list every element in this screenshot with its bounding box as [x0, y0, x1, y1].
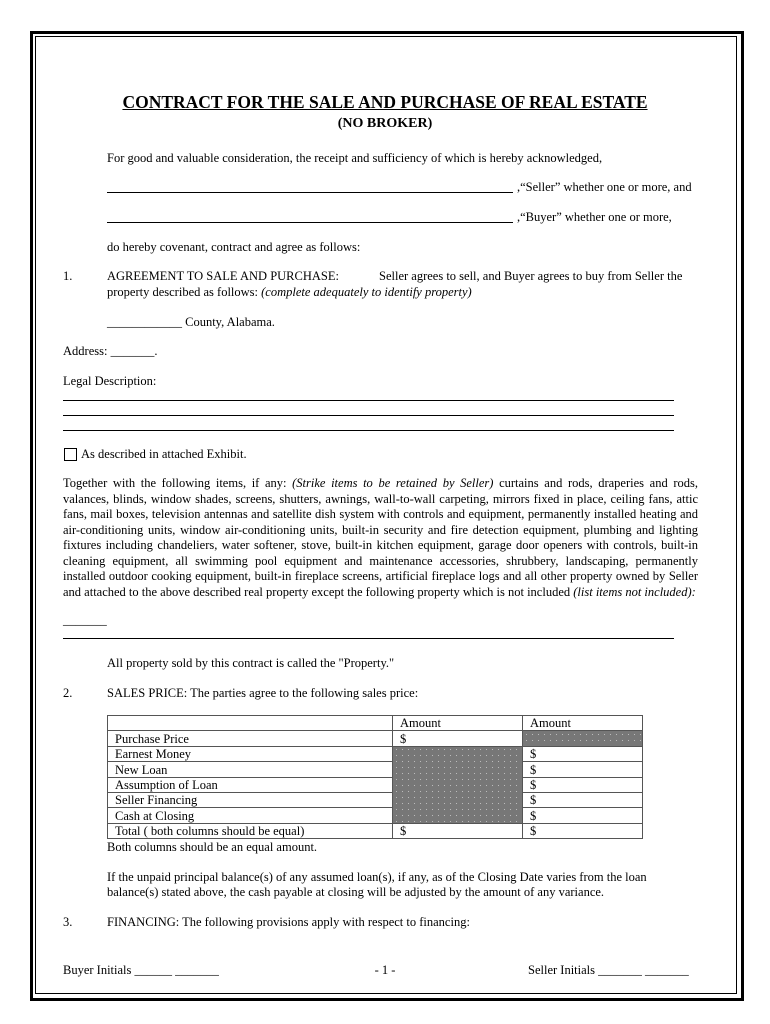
amount-header-1: Amount [393, 716, 523, 731]
document-subtitle: (NO BROKER) [337, 116, 433, 131]
section-2-text: SALES PRICE: The parties agree to the following sales price: [107, 686, 419, 700]
excluded-items-line[interactable] [63, 638, 674, 639]
section-1-heading: AGREEMENT TO SALE AND PURCHASE: [107, 269, 339, 283]
section-1-text2: property described as follows: [107, 285, 262, 299]
sales-price-table [107, 715, 643, 839]
buyer-name-line[interactable] [107, 222, 513, 223]
table-row: New Loan $ [108, 762, 643, 777]
county-field[interactable]: ____________ County, Alabama. [107, 315, 275, 329]
section-3-text: FINANCING: The following provisions apply with respect to financing: [107, 915, 470, 929]
equal-note: Both columns should be an equal amount. [107, 840, 318, 854]
excluded-items-field[interactable]: _______ [63, 613, 107, 627]
cash-at-closing-amount[interactable]: $ [523, 808, 643, 823]
section-1-text: Seller agrees to sell, and Buyer agrees to buy from Seller the [379, 269, 683, 283]
seller-label: ,“Seller” whether one or more, and [517, 180, 692, 194]
legal-description-line-2[interactable] [63, 415, 674, 416]
purchase-price-amount[interactable]: $ [393, 731, 523, 746]
table-row: Purchase Price $ [108, 731, 643, 746]
table-row: Total ( both columns should be equal) $ $ [108, 823, 643, 838]
seller-name-line[interactable] [107, 192, 513, 193]
amount-header-2: Amount [523, 716, 643, 731]
table-row: Seller Financing $ [108, 792, 643, 807]
section-2-number: 2. [63, 686, 73, 700]
buyer-initials[interactable]: Buyer Initials ______ _______ [63, 963, 219, 977]
earnest-money-amount[interactable]: $ [523, 746, 643, 761]
seller-initials[interactable]: Seller Initials _______ _______ [528, 963, 689, 977]
table-row: Cash at Closing $ [108, 808, 643, 823]
exhibit-checkbox[interactable] [64, 448, 77, 461]
assumption-amount[interactable]: $ [523, 777, 643, 792]
section-1-instruction: (complete adequately to identify property) [261, 285, 472, 299]
included-items-paragraph: Together with the following items, if any: (Strike items to be retained by Seller) curtains and rods, draperies and rods, valances, blinds, window shades, screens, shutters, awnings, wall-to-wall carpeting, mirrors fixed in place, ceiling fans, attic fans, mail boxes, television antennas and satellite dish system with controls and equipment, permanently installed heating and air-conditioning units, window air-conditioning units, built-in security and fire detection equipment, plumbing and lighting fixtures including chandeliers, water softener, stove, built-in kitchen equipment, garage door openers with controls, built-in cleaning equipment, all swimming pool equipment and maintenance accessories, shrubbery, landscaping, permanently installed outdoor cooking equipment, built-in fireplace screens, artificial fireplace logs and all other property owned by Seller and attached to the above described real property except the following property which is not included (list items not included): [63, 476, 698, 599]
unpaid-balance-line-1: If the unpaid principal balance(s) of any assumed loan(s), if any, as of the Closing Date varies from the loan [107, 870, 647, 884]
buyer-label: ,“Buyer” whether one or more, [517, 210, 672, 224]
document-title: CONTRACT FOR THE SALE AND PURCHASE OF REAL ESTATE [122, 92, 648, 112]
exhibit-label: As described in attached Exhibit. [81, 447, 247, 461]
intro-text: For good and valuable consideration, the receipt and sufficiency of which is hereby acknowledged, [107, 151, 603, 165]
new-loan-amount[interactable]: $ [523, 762, 643, 777]
seller-financing-amount[interactable]: $ [523, 792, 643, 807]
table-row: Earnest Money $ [108, 746, 643, 761]
section-3-number: 3. [63, 915, 73, 929]
unpaid-balance-line-2: balance(s) stated above, the cash payable at closing will be adjusted by the amount of any variance. [107, 885, 605, 899]
legal-description-line-3[interactable] [63, 430, 674, 431]
legal-description-label: Legal Description: [63, 374, 157, 388]
legal-description-line-1[interactable] [63, 400, 674, 401]
table-header-row [108, 716, 643, 731]
total-amount-1[interactable]: $ [393, 823, 523, 838]
page-number: - 1 - [374, 963, 396, 977]
address-field[interactable]: Address: _______. [63, 344, 158, 358]
covenant-text: do hereby covenant, contract and agree as follows: [107, 240, 361, 254]
table-row: Assumption of Loan $ [108, 777, 643, 792]
section-1-number: 1. [63, 269, 73, 283]
property-definition: All property sold by this contract is called the "Property." [107, 656, 395, 670]
total-amount-2[interactable]: $ [523, 823, 643, 838]
